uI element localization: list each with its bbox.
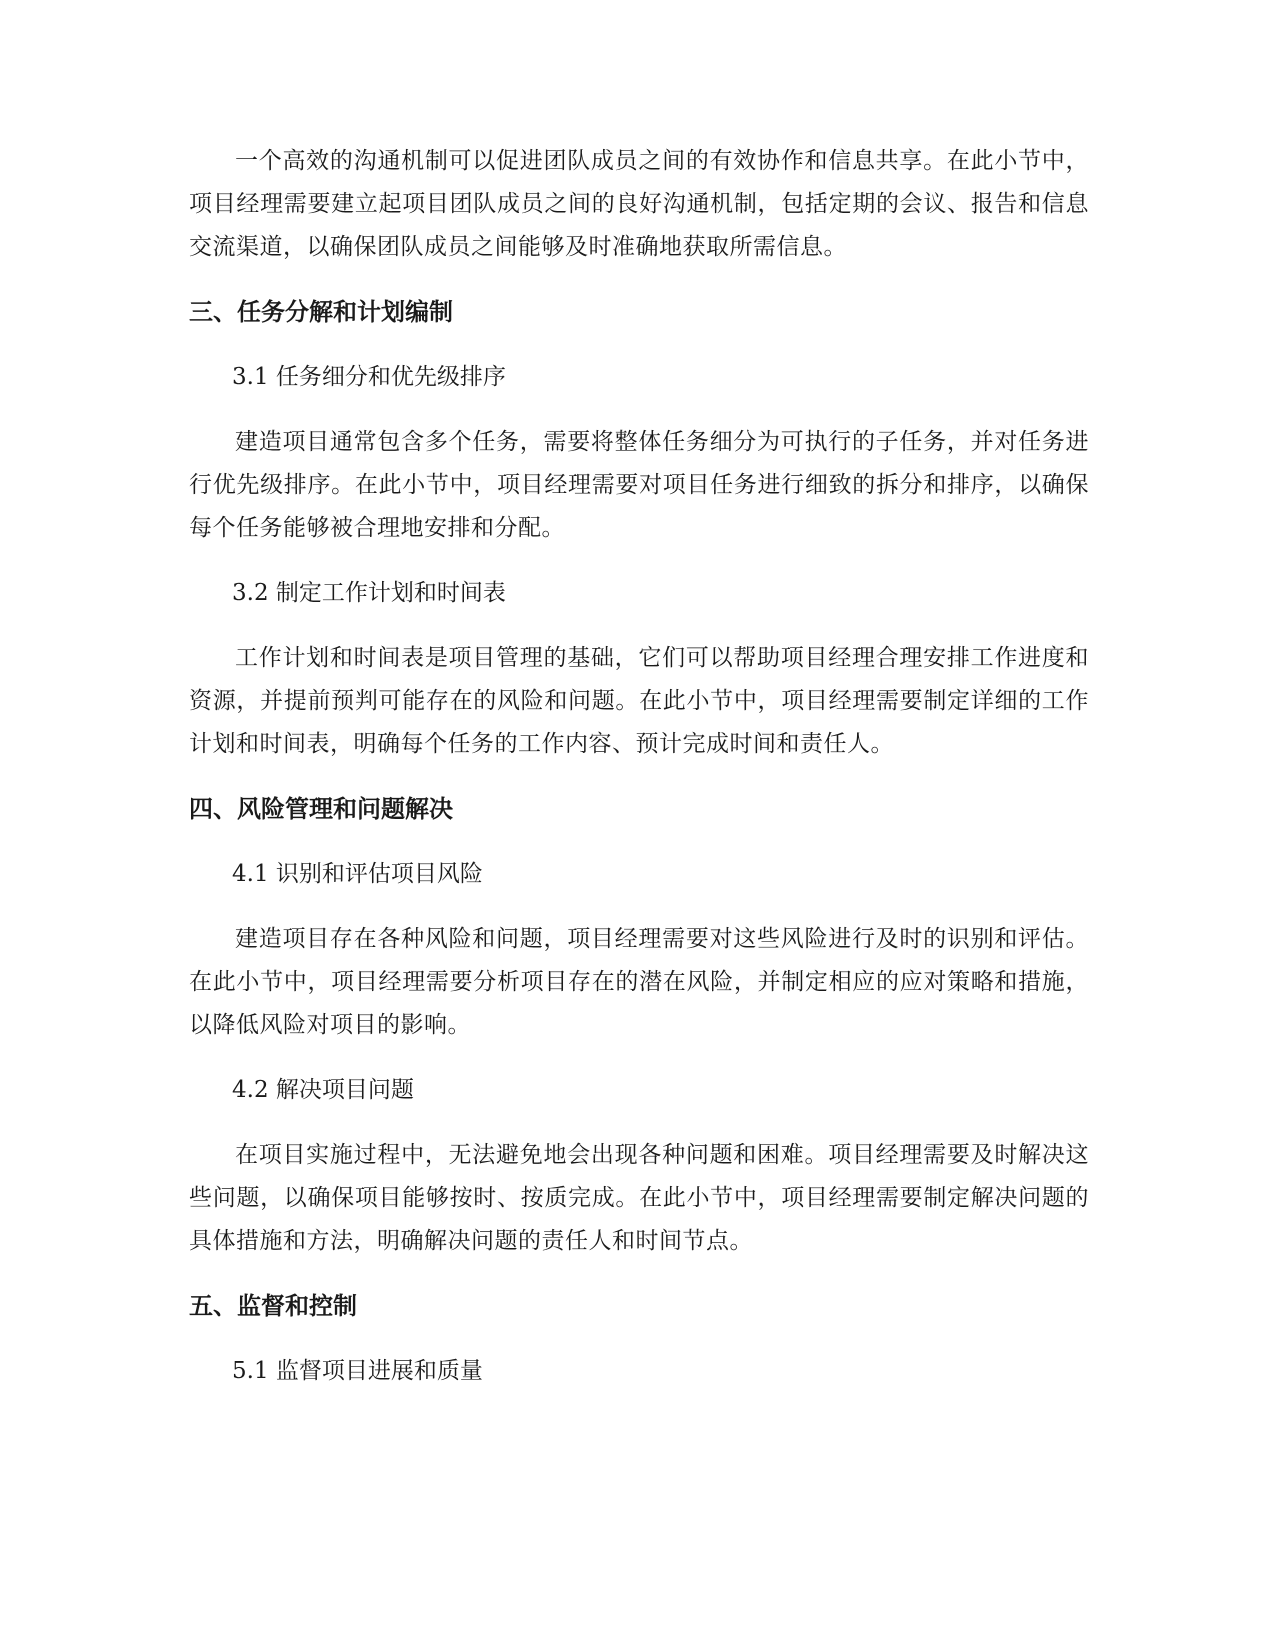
paragraph-4-2: 在项目实施过程中，无法避免地会出现各种问题和困难。项目经理需要及时解决这些问题，以确保项目能够按时、按质完成。在此小节中，项目经理需要制定解决问题的具体措施和方法，明确解决问题的责任人和时间节点。 xyxy=(189,1142,1089,1254)
section-heading-5: 五、监督和控制 xyxy=(189,1292,357,1320)
subsection-heading-4-2: 4.2 解决项目问题 xyxy=(232,1077,414,1103)
section-heading-3: 三、任务分解和计划编制 xyxy=(189,298,453,326)
paragraph-3-1: 建造项目通常包含多个任务，需要将整体任务细分为可执行的子任务，并对任务进行优先级排序。在此小节中，项目经理需要对项目任务进行细致的拆分和排序，以确保每个任务能够被合理地安排和分配。 xyxy=(189,429,1089,541)
paragraph-communication: 一个高效的沟通机制可以促进团队成员之间的有效协作和信息共享。在此小节中，项目经理需要建立起项目团队成员之间的良好沟通机制，包括定期的会议、报告和信息交流渠道，以确保团队成员之间能够及时准确地获取所需信息。 xyxy=(189,148,1089,260)
paragraph-4-1: 建造项目存在各种风险和问题，项目经理需要对这些风险进行及时的识别和评估。在此小节中，项目经理需要分析项目存在的潜在风险，并制定相应的应对策略和措施，以降低风险对项目的影响。 xyxy=(189,926,1089,1038)
subsection-heading-3-1: 3.1 任务细分和优先级排序 xyxy=(232,364,506,390)
subsection-heading-5-1: 5.1 监督项目进展和质量 xyxy=(232,1358,483,1384)
subsection-heading-4-1: 4.1 识别和评估项目风险 xyxy=(232,861,483,887)
document-page xyxy=(189,140,1089,1415)
section-heading-4: 四、风险管理和问题解决 xyxy=(189,795,453,823)
paragraph-3-2: 工作计划和时间表是项目管理的基础，它们可以帮助项目经理合理安排工作进度和资源，并提前预判可能存在的风险和问题。在此小节中，项目经理需要制定详细的工作计划和时间表，明确每个任务的工作内容、预计完成时间和责任人。 xyxy=(189,645,1089,757)
subsection-heading-3-2: 3.2 制定工作计划和时间表 xyxy=(232,580,506,606)
